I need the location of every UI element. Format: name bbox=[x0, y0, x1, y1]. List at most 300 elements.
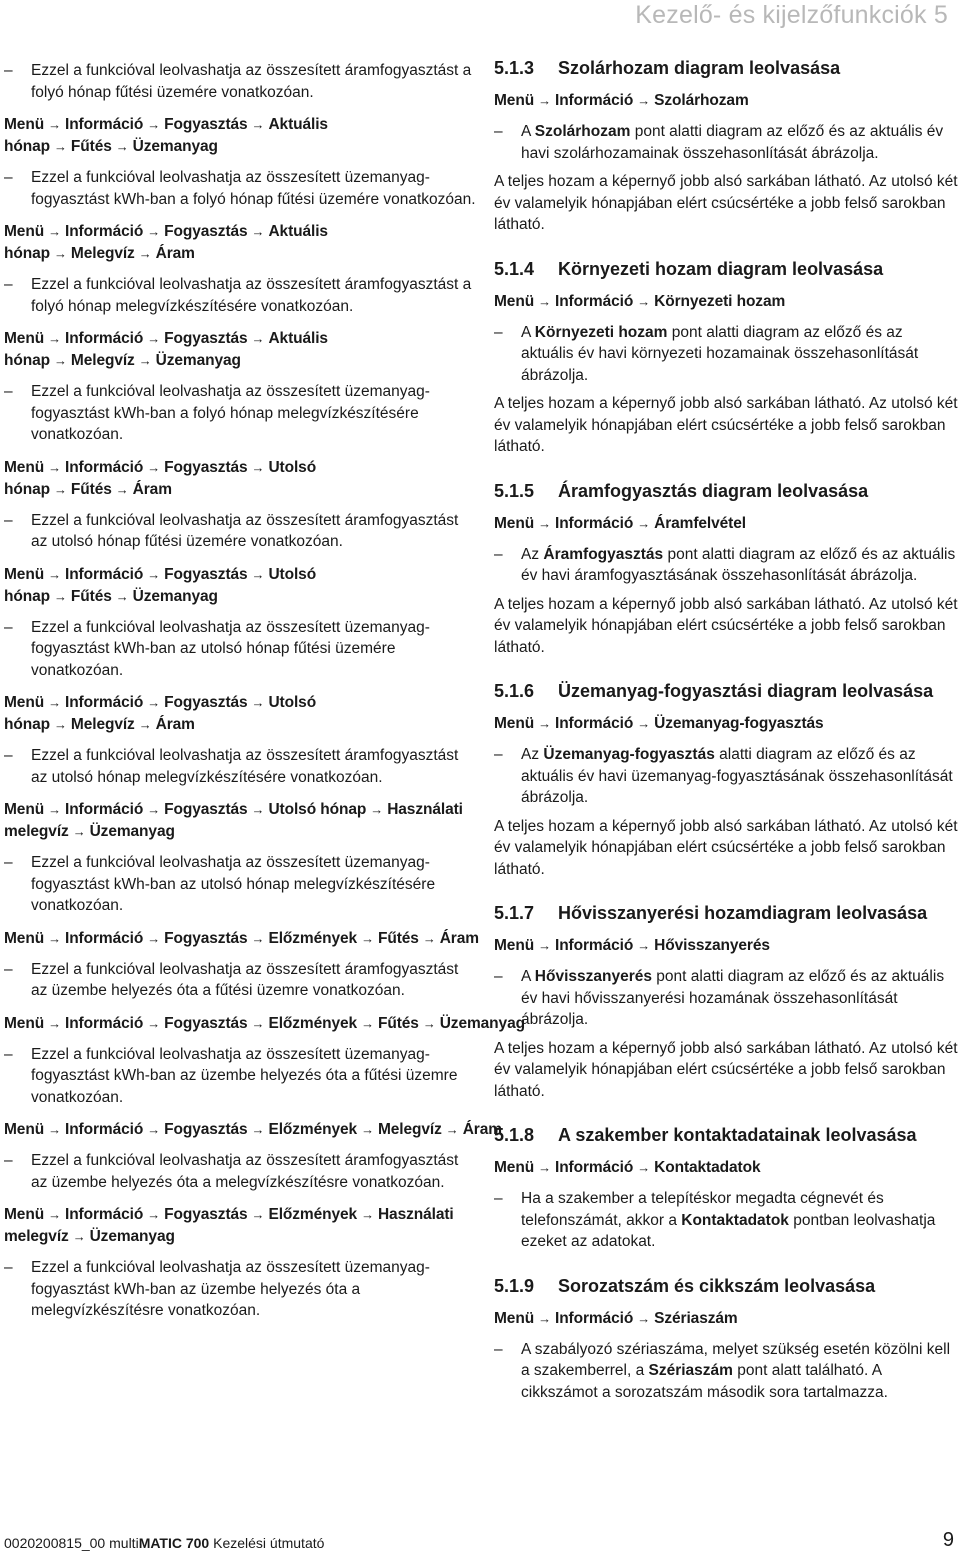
menu-path-item: Szériaszám bbox=[654, 1309, 738, 1327]
arrow-icon: → bbox=[361, 930, 374, 946]
menu-path-item: Melegvíz bbox=[70, 716, 135, 733]
arrow-icon: → bbox=[54, 246, 67, 261]
bullet-text: Ezzel a funkcióval leolvashatja az összesített üzemanyag-fogyasztást kWh-ban a folyó hónap fűtési üzemére vonatkozóan. bbox=[31, 169, 476, 208]
menu-block bbox=[4, 221, 476, 317]
menu-path-item: Utolsó hónap bbox=[4, 565, 317, 605]
menu-path-item: Információ bbox=[64, 694, 144, 711]
note-paragraph: A teljes hozam a képernyő jobb alsó sarkában látható. Az utolsó két év valamelyik hónapjában elért csúcsértéke a jobb felső sarokban látható. bbox=[494, 817, 958, 878]
bullet-text: Ezzel a funkcióval leolvashatja az összesített áramfogyasztást a folyó hónap fűtési üzemére vonatkozóan. bbox=[31, 62, 472, 101]
menu-path-item: Menü bbox=[4, 223, 45, 240]
arrow-icon: → bbox=[251, 1122, 265, 1137]
arrow-icon: → bbox=[637, 716, 651, 731]
sections-list bbox=[494, 56, 958, 1403]
section-title: A szakember kontaktadatainak leolvasása bbox=[558, 1125, 917, 1145]
menu-block bbox=[4, 114, 476, 210]
dash-marker: – bbox=[4, 511, 13, 529]
intro-bullet bbox=[4, 60, 476, 103]
menu-path-item: Fűtés bbox=[70, 587, 112, 605]
menu-path-item: Menü bbox=[494, 92, 535, 109]
description-bullet bbox=[4, 167, 476, 210]
description-bullet bbox=[4, 510, 476, 553]
menu-path-item: Melegvíz bbox=[70, 352, 135, 369]
menu-item-name: Szolárhozam bbox=[534, 123, 631, 140]
menu-path-item: Menü bbox=[4, 801, 45, 818]
menu-path-item: Információ bbox=[64, 1014, 144, 1032]
arrow-icon: → bbox=[48, 695, 61, 710]
arrow-icon: → bbox=[147, 117, 161, 132]
bullet-text bbox=[521, 123, 943, 162]
menu-path-item: Üzemanyag bbox=[132, 587, 218, 605]
arrow-icon: → bbox=[115, 481, 129, 497]
menu-path-item: Információ bbox=[64, 458, 144, 476]
menu-path-item: Információ bbox=[64, 1206, 144, 1223]
arrow-icon: → bbox=[370, 802, 384, 817]
arrow-icon: → bbox=[115, 139, 129, 154]
dash-marker: – bbox=[494, 968, 503, 985]
description-bullet bbox=[494, 1188, 958, 1253]
menu-path-item: Információ bbox=[64, 565, 144, 583]
menu-path-item: Információ bbox=[64, 801, 144, 818]
dash-marker: – bbox=[494, 1340, 503, 1358]
brand bbox=[109, 1535, 209, 1551]
menu-block bbox=[4, 1119, 502, 1193]
menu-block bbox=[4, 928, 479, 1002]
dash-marker: – bbox=[4, 169, 13, 186]
page-header: Kezelő- és kijelzőfunkciók 5 bbox=[635, 1, 948, 29]
arrow-icon: → bbox=[251, 331, 265, 346]
arrow-icon: → bbox=[147, 331, 161, 346]
menu-path-item: Fogyasztás bbox=[164, 694, 248, 711]
dash-marker: – bbox=[494, 1190, 503, 1207]
arrow-icon: → bbox=[54, 139, 67, 154]
section-heading bbox=[494, 56, 958, 80]
menu-path-item: Áram bbox=[155, 245, 195, 262]
description-bullet bbox=[4, 959, 476, 1002]
menu-path-item: Üzemanyag bbox=[89, 1228, 175, 1245]
dash-marker: – bbox=[4, 854, 13, 871]
bullet-text-post: pont alatti diagram az előző és az aktuális év havi szolárhozamainak összehasonlítását ábrázolja. bbox=[521, 123, 944, 162]
menu-path-item: Menü bbox=[4, 694, 45, 711]
bullet-text-post: pont alatt található. A cikkszámot a sorozatszám második sora tartalmazza. bbox=[521, 1362, 888, 1401]
menu-path-item: Áram bbox=[462, 1121, 502, 1138]
menu-path-item: Utolsó hónap bbox=[4, 694, 317, 733]
menu-path-item: Előzmények bbox=[268, 929, 358, 947]
description-bullet bbox=[494, 744, 958, 809]
arrow-icon: → bbox=[251, 566, 265, 582]
bullet-text bbox=[521, 1190, 935, 1250]
arrow-icon: → bbox=[54, 588, 67, 604]
arrow-icon: → bbox=[538, 716, 551, 731]
description-bullet bbox=[4, 1150, 476, 1193]
arrow-icon: → bbox=[48, 566, 61, 582]
dash-marker: – bbox=[494, 746, 503, 763]
arrow-icon: → bbox=[538, 293, 551, 309]
dash-marker: – bbox=[4, 276, 13, 293]
right-column bbox=[494, 56, 958, 1424]
menu-path bbox=[494, 713, 958, 735]
arrow-icon: → bbox=[637, 1160, 651, 1175]
menu-path-item: Üzemanyag bbox=[155, 352, 241, 369]
bullet-text-post: pont alatti diagram az előző és az aktuális év havi hővisszanyerési hozamának összehasonlítását ábrázolja. bbox=[521, 968, 945, 1028]
menu-block bbox=[4, 1204, 476, 1322]
arrow-icon: → bbox=[637, 515, 651, 531]
bullet-text-pre: Ha a szakember a telepítéskor megadta cégnevét és telefonszámát, akkor a bbox=[521, 1190, 884, 1229]
description-bullet bbox=[494, 121, 958, 164]
bullet-text: Ezzel a funkcióval leolvashatja az összesített áramfogyasztást az utolsó hónap melegvízkészítésére vonatkozóan. bbox=[31, 747, 459, 786]
menu-path-item: Fűtés bbox=[70, 480, 112, 498]
description-bullet bbox=[494, 1339, 958, 1404]
arrow-icon: → bbox=[48, 930, 61, 946]
arrow-icon: → bbox=[637, 293, 651, 309]
description-bullet bbox=[4, 1257, 476, 1322]
arrow-icon: → bbox=[251, 1207, 265, 1222]
menu-path-item: Menü bbox=[494, 514, 535, 532]
arrow-icon: → bbox=[54, 481, 67, 497]
section-heading bbox=[494, 479, 958, 503]
arrow-icon: → bbox=[147, 802, 161, 817]
dash-marker: – bbox=[4, 618, 13, 636]
bullet-text: Ezzel a funkcióval leolvashatja az összesített üzemanyag-fogyasztást kWh-ban az üzembe helyezés óta a melegvízkészítésre vonatkozóan. bbox=[31, 1259, 430, 1319]
arrow-icon: → bbox=[422, 1015, 436, 1031]
menu-path-item: Üzemanyag bbox=[439, 1014, 525, 1032]
menu-path-item: Információ bbox=[64, 116, 144, 133]
bullet-text-pre: A bbox=[521, 323, 535, 341]
arrow-icon: → bbox=[251, 802, 265, 817]
menu-path-item: Kontaktadatok bbox=[654, 1159, 761, 1176]
section-heading bbox=[494, 257, 958, 281]
arrow-icon: → bbox=[54, 717, 67, 732]
bullet-text: Ezzel a funkcióval leolvashatja az összesített üzemanyag-fogyasztást kWh-ban az utolsó hónap melegvízkészítésére vonatkozóan. bbox=[31, 854, 436, 914]
menu-path-item: Előzmények bbox=[268, 1206, 358, 1223]
arrow-icon: → bbox=[147, 1122, 161, 1137]
menu-path-item: Menü bbox=[494, 937, 535, 954]
bullet-text: Ezzel a funkcióval leolvashatja az összesített áramfogyasztást az utolsó hónap fűtési üzemére vonatkozóan. bbox=[31, 511, 459, 550]
arrow-icon: → bbox=[138, 717, 152, 732]
dash-marker: – bbox=[4, 383, 13, 400]
menu-path-item: Aktuális hónap bbox=[4, 223, 328, 262]
arrow-icon: → bbox=[147, 459, 161, 475]
bullet-text bbox=[521, 324, 918, 384]
menu-block bbox=[4, 692, 476, 788]
menu-path-item: Menü bbox=[4, 929, 45, 947]
description-bullet bbox=[4, 1044, 476, 1109]
menu-path-item: Információ bbox=[64, 330, 144, 347]
menu-path-item: Menü bbox=[494, 1309, 535, 1327]
bullet-text bbox=[521, 968, 944, 1028]
note-paragraph: A teljes hozam a képernyő jobb alsó sarkában látható. Az utolsó két év valamelyik hónapjában elért csúcsértéke a jobb felső sarokban látható. bbox=[494, 173, 958, 233]
menu-path-item: Információ bbox=[554, 292, 634, 310]
bullet-text bbox=[521, 1341, 950, 1401]
menu-path-item: Melegvíz bbox=[70, 245, 135, 262]
menu-path-item: Fűtés bbox=[70, 138, 112, 155]
arrow-icon: → bbox=[48, 459, 61, 475]
menu-path bbox=[494, 513, 958, 535]
menu-path-item: Aktuális hónap bbox=[4, 330, 328, 369]
arrow-icon: → bbox=[147, 930, 161, 946]
arrow-icon: → bbox=[637, 1310, 651, 1326]
arrow-icon: → bbox=[361, 1015, 374, 1031]
menu-path-item: Fogyasztás bbox=[164, 801, 248, 818]
arrow-icon: → bbox=[361, 1122, 374, 1137]
arrow-icon: → bbox=[251, 459, 265, 475]
menu-path bbox=[494, 90, 958, 112]
menu-path bbox=[4, 1013, 525, 1035]
section-title: Hővisszanyerési hozamdiagram leolvasása bbox=[558, 903, 928, 923]
section-5-1-3 bbox=[494, 56, 958, 236]
dash-marker: – bbox=[494, 123, 503, 140]
menu-path-item: Fűtés bbox=[377, 929, 419, 947]
dash-marker: – bbox=[4, 747, 13, 764]
arrow-icon: → bbox=[48, 1207, 61, 1222]
note-paragraph: A teljes hozam a képernyő jobb alsó sarkában látható. Az utolsó két év valamelyik hónapjában elért csúcsértéke a jobb felső sarokban látható. bbox=[494, 595, 958, 656]
arrow-icon: → bbox=[251, 224, 265, 239]
dash-marker: – bbox=[4, 960, 13, 978]
arrow-icon: → bbox=[538, 1310, 551, 1326]
section-number: 5.1.3 bbox=[494, 58, 535, 78]
arrow-icon: → bbox=[72, 1229, 86, 1244]
menu-path-item: Utolsó hónap bbox=[4, 458, 317, 498]
brand-bold: MATIC 700 bbox=[138, 1535, 210, 1551]
dash-marker: – bbox=[4, 1152, 13, 1169]
dash-marker: – bbox=[4, 1045, 13, 1063]
arrow-icon: → bbox=[48, 802, 61, 817]
dash-marker: – bbox=[494, 323, 503, 341]
menu-path bbox=[4, 564, 476, 608]
menu-path-item: Áramfelvétel bbox=[654, 514, 746, 532]
menu-path-item: Fogyasztás bbox=[164, 116, 248, 133]
brand-prefix: multi bbox=[109, 1535, 139, 1551]
arrow-icon: → bbox=[147, 1015, 161, 1031]
section-title: Üzemanyag-fogyasztási diagram leolvasása bbox=[558, 681, 934, 701]
arrow-icon: → bbox=[48, 224, 61, 239]
bullet-text: Ezzel a funkcióval leolvashatja az összesített áramfogyasztást az üzembe helyezés óta a melegvízkészítésre vonatkozóan. bbox=[31, 1152, 459, 1191]
arrow-icon: → bbox=[422, 930, 436, 946]
arrow-icon: → bbox=[538, 938, 551, 953]
menu-path bbox=[4, 114, 476, 158]
menu-path-item: Áram bbox=[132, 480, 172, 498]
menu-path-item: Menü bbox=[4, 565, 45, 583]
menu-path-item: Információ bbox=[554, 514, 634, 532]
arrow-icon: → bbox=[48, 1122, 61, 1137]
section-title: Sorozatszám és cikkszám leolvasása bbox=[558, 1275, 876, 1296]
section-5-1-6 bbox=[494, 679, 958, 880]
menu-item-name: Üzemanyag-fogyasztás bbox=[543, 746, 715, 763]
description-bullet bbox=[494, 966, 958, 1031]
arrow-icon: → bbox=[147, 695, 161, 710]
menu-path bbox=[494, 291, 958, 313]
menu-path-item: Menü bbox=[4, 1121, 45, 1138]
section-heading bbox=[494, 1123, 958, 1147]
menu-path-item: Üzemanyag-fogyasztás bbox=[654, 715, 824, 732]
section-5-1-9 bbox=[494, 1274, 958, 1404]
menu-path-item: Melegvíz bbox=[377, 1121, 442, 1138]
arrow-icon: → bbox=[138, 246, 152, 261]
menu-path-item: Információ bbox=[554, 92, 634, 109]
footer-doc-info bbox=[4, 1534, 324, 1552]
note-paragraph: A teljes hozam a képernyő jobb alsó sarkában látható. Az utolsó két év valamelyik hónapjában elért csúcsértéke a jobb felső sarokban látható. bbox=[494, 395, 958, 455]
arrow-icon: → bbox=[251, 930, 265, 946]
menu-path-item: Fogyasztás bbox=[164, 1206, 248, 1223]
bullet-text-post: alatti diagram az előző és az aktuális év havi üzemanyag-fogyasztásának összehasonlítását ábrázolja. bbox=[521, 746, 953, 806]
menu-path-item: Szolárhozam bbox=[654, 92, 749, 109]
menu-item-name: Hővisszanyerés bbox=[534, 968, 652, 985]
menu-path bbox=[4, 928, 479, 950]
arrow-icon: → bbox=[361, 1207, 374, 1222]
section-number: 5.1.5 bbox=[494, 480, 535, 501]
menu-block bbox=[4, 328, 476, 446]
dash-marker: – bbox=[494, 545, 503, 563]
menu-path-item: Menü bbox=[4, 1014, 45, 1032]
arrow-icon: → bbox=[54, 353, 67, 368]
section-number: 5.1.7 bbox=[494, 903, 535, 923]
menu-path bbox=[4, 799, 476, 843]
dash-marker: – bbox=[4, 1259, 13, 1276]
dash-marker: – bbox=[4, 62, 13, 79]
section-number: 5.1.6 bbox=[494, 681, 535, 701]
section-5-1-7 bbox=[494, 901, 958, 1102]
menu-path bbox=[494, 1157, 958, 1179]
description-bullet bbox=[4, 852, 476, 917]
section-title: Környezeti hozam diagram leolvasása bbox=[558, 258, 884, 279]
menu-path bbox=[4, 457, 476, 501]
menu-block bbox=[4, 457, 476, 553]
section-number: 5.1.9 bbox=[494, 1275, 535, 1296]
menu-path bbox=[4, 1204, 476, 1248]
menu-path-item: Menü bbox=[4, 330, 45, 347]
menu-item-name: Szériaszám bbox=[648, 1362, 733, 1379]
bullet-text: Ezzel a funkcióval leolvashatja az összesített áramfogyasztást a folyó hónap melegvízkészítésére vonatkozóan. bbox=[31, 276, 472, 315]
bullet-text: Ezzel a funkcióval leolvashatja az összesített üzemanyag-fogyasztást kWh-ban az üzembe helyezés óta a fűtési üzemre vonatkozóan. bbox=[31, 1045, 458, 1106]
bullet-text-pre: A bbox=[521, 123, 535, 140]
description-bullet bbox=[4, 274, 476, 317]
menu-path bbox=[494, 935, 958, 957]
menu-path bbox=[4, 1119, 502, 1141]
section-number: 5.1.4 bbox=[494, 258, 535, 279]
arrow-icon: → bbox=[147, 1207, 161, 1222]
arrow-icon: → bbox=[48, 1015, 61, 1031]
menu-path-item: Fogyasztás bbox=[164, 1014, 248, 1032]
menu-block bbox=[4, 564, 476, 682]
arrow-icon: → bbox=[538, 93, 551, 108]
arrow-icon: → bbox=[72, 824, 86, 839]
menu-item-name: Kontaktadatok bbox=[681, 1211, 789, 1229]
menu-path-item: Fogyasztás bbox=[164, 565, 248, 583]
menu-path-item: Utolsó hónap bbox=[268, 801, 367, 818]
menu-path-item: Fogyasztás bbox=[164, 929, 248, 947]
menu-item-name: Áramfogyasztás bbox=[543, 545, 664, 563]
menu-path-item: Üzemanyag bbox=[132, 138, 218, 155]
menu-path bbox=[494, 1308, 958, 1330]
menu-path bbox=[4, 692, 476, 736]
bullet-text-post: pont alatti diagram az előző és az aktuális év havi áramfogyasztásának összehasonlítását ábrázolja. bbox=[521, 545, 956, 584]
bullet-text-post: pont alatti diagram az előző és az aktuális év havi környezeti hozamainak összehasonlítását ábrázolja. bbox=[521, 323, 919, 384]
menu-path-item: Információ bbox=[64, 223, 144, 240]
arrow-icon: → bbox=[147, 224, 161, 239]
menu-path-item: Információ bbox=[64, 1121, 144, 1138]
menu-path-item: Fogyasztás bbox=[164, 458, 248, 476]
menu-path-item: Aktuális hónap bbox=[4, 116, 328, 155]
menu-path-item: Információ bbox=[554, 1309, 634, 1327]
description-bullet bbox=[494, 544, 958, 587]
section-5-1-4 bbox=[494, 257, 958, 458]
section-heading bbox=[494, 679, 958, 703]
bullet-text-pre: Az bbox=[521, 545, 544, 563]
doc-title: Kezelési útmutató bbox=[213, 1535, 325, 1551]
arrow-icon: → bbox=[538, 1160, 551, 1175]
section-heading bbox=[494, 1274, 958, 1298]
menu-path-item: Környezeti hozam bbox=[654, 292, 786, 310]
menu-path-item: Előzmények bbox=[268, 1121, 358, 1138]
menu-path-item: Előzmények bbox=[268, 1014, 358, 1032]
section-number: 5.1.8 bbox=[494, 1125, 535, 1145]
bullet-text: Ezzel a funkcióval leolvashatja az összesített üzemanyag-fogyasztást kWh-ban a folyó hónap melegvízkészítésére vonatkozóan. bbox=[31, 383, 430, 443]
menu-path-item: Információ bbox=[554, 715, 634, 732]
arrow-icon: → bbox=[251, 1015, 265, 1031]
arrow-icon: → bbox=[637, 938, 651, 953]
section-heading bbox=[494, 901, 958, 925]
arrow-icon: → bbox=[115, 588, 129, 604]
bullet-text-pre: Az bbox=[521, 746, 544, 763]
menu-path bbox=[4, 221, 476, 265]
arrow-icon: → bbox=[48, 117, 61, 132]
description-bullet bbox=[494, 322, 958, 387]
arrow-icon: → bbox=[445, 1122, 459, 1137]
menu-path-item: Információ bbox=[554, 937, 634, 954]
arrow-icon: → bbox=[251, 695, 265, 710]
menu-path-item: Fogyasztás bbox=[164, 223, 248, 240]
arrow-icon: → bbox=[147, 566, 161, 582]
menu-path-item: Fűtés bbox=[377, 1014, 419, 1032]
menu-path-item: Menü bbox=[4, 1206, 45, 1223]
menu-path-item: Áram bbox=[439, 929, 479, 947]
menu-path-item: Menü bbox=[494, 715, 535, 732]
section-5-1-8 bbox=[494, 1123, 958, 1253]
note-paragraph: A teljes hozam a képernyő jobb alsó sarkában látható. Az utolsó két év valamelyik hónapjában elért csúcsértéke a jobb felső sarokban látható. bbox=[494, 1039, 958, 1100]
section-5-1-5 bbox=[494, 479, 958, 659]
arrow-icon: → bbox=[637, 93, 651, 108]
section-title: Szolárhozam diagram leolvasása bbox=[558, 58, 841, 78]
menu-block bbox=[4, 799, 476, 917]
menu-path-item: Menü bbox=[4, 458, 45, 476]
description-bullet bbox=[4, 381, 476, 446]
bullet-text bbox=[521, 746, 953, 806]
menu-path-item: Üzemanyag bbox=[89, 823, 175, 840]
bullet-text-post: pontban leolvashatja ezeket az adatokat. bbox=[521, 1211, 936, 1250]
arrow-icon: → bbox=[48, 331, 61, 346]
section-title: Áramfogyasztás diagram leolvasása bbox=[558, 480, 869, 501]
description-bullet bbox=[4, 617, 476, 682]
bullet-text: Ezzel a funkcióval leolvashatja az összesített áramfogyasztást az üzembe helyezés óta a fűtési üzemre vonatkozóan. bbox=[31, 960, 459, 999]
arrow-icon: → bbox=[251, 117, 265, 132]
menu-path-item: Menü bbox=[494, 292, 535, 310]
menu-path-item: Használati melegvíz bbox=[4, 801, 463, 840]
menu-block bbox=[4, 1013, 525, 1109]
arrow-icon: → bbox=[538, 515, 551, 531]
menu-path-item: Menü bbox=[4, 116, 45, 133]
description-bullet bbox=[4, 745, 476, 788]
bullet-text-pre: A bbox=[521, 968, 535, 985]
menu-path-item: Információ bbox=[554, 1159, 634, 1176]
menu-path-item: Áram bbox=[155, 716, 195, 733]
menu-path-item: Használati melegvíz bbox=[4, 1206, 454, 1245]
doc-id: 0020200815_00 bbox=[4, 1535, 106, 1551]
menu-path-item: Menü bbox=[494, 1159, 535, 1176]
menu-path-item: Fogyasztás bbox=[164, 330, 248, 347]
menu-item-name: Környezeti hozam bbox=[534, 323, 668, 341]
bullet-text: Ezzel a funkcióval leolvashatja az összesített üzemanyag-fogyasztást kWh-ban az utolsó hónap fűtési üzemére vonatkozóan. bbox=[31, 618, 430, 679]
menu-path-item: Fogyasztás bbox=[164, 1121, 248, 1138]
bullet-text-pre: A szabályozó szériaszáma, melyet szükség esetén közölni kell a szakemberrel, a bbox=[521, 1340, 951, 1379]
